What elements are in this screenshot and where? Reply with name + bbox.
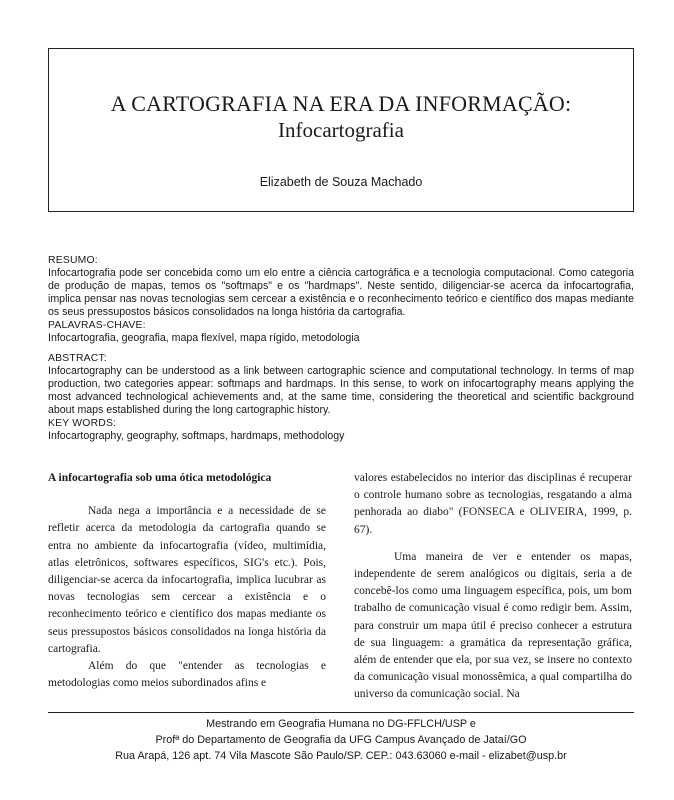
abstract-block <box>48 352 634 443</box>
keywords-label: KEY WORDS: <box>48 418 117 429</box>
resumo-label: RESUMO: <box>48 255 98 266</box>
body-paragraph: Além do que "entender as tecnologias e metodologias como meios subordinados afins e <box>48 660 326 690</box>
keywords-text: Infocartography, geography, softmaps, hardmaps, methodology <box>48 430 345 442</box>
palavras-chave-text: Infocartografia, geografia, mapa flexível, mapa rígido, metodologia <box>48 332 360 344</box>
body-column-left <box>48 470 326 692</box>
abstract-text: Infocartography can be understood as a link between cartographic science and computational technology. In terms of map production, two categories appear: softmaps and hardmaps. In this sense, to work on infocartography means applying the most advanced technological achievements and, at the same time, considering the theoretical and scientific background about maps established during the long cartographic history. <box>48 365 634 416</box>
footer-divider <box>48 712 634 713</box>
section-heading: A infocartografia sob uma ótica metodológica <box>48 472 272 484</box>
abstract-label: ABSTRACT: <box>48 353 107 364</box>
article-title: A CARTOGRAFIA NA ERA DA INFORMAÇÃO: <box>110 91 572 116</box>
body-paragraph: Nada nega a importância e a necessidade de se refletir acerca da metodologia da cartografia quando se entra no ambiente da infocartografia (vídeo, multimídia, atlas eletrônicos, softwares específicos, SIG's etc.). Pois, diligenciar-se acerca da infocartografia, implica lucubrar as novas tecnologias sem cercear a existência e o reconhecimento teórico e científico dos mapas mediante os seus pressupostos básicos consolidados na longa história da cartografia. <box>48 505 326 655</box>
footnote <box>48 716 634 764</box>
footnote-line: Rua Arapá, 126 apt. 74 Vila Mascote São Paulo/SP. CEP.: 043.63060 e-mail - elizabet@usp.br <box>115 750 567 762</box>
title-box <box>48 48 634 212</box>
resumo-text: Infocartografia pode ser concebida como um elo entre a ciência cartográfica e a tecnologia computacional. Como categoria de produção de mapas, temos os "softmaps" e os "hardmaps". Neste sentido, diligenciar-se acerca da infocartografia, implica pensar nas novas tecnologias sem cercear a existência e o reconhecimento teórico e científico dos mapas mediante os seus pressupostos básicos consolidados na longa história da cartografia. <box>48 267 634 318</box>
body-column-right <box>354 470 632 704</box>
resumo-block <box>48 254 634 345</box>
footnote-line: Mestrando em Geografia Humana no DG-FFLCH/USP e <box>206 718 476 730</box>
author-name: Elizabeth de Souza Machado <box>259 175 423 189</box>
body-paragraph: valores estabelecidos no interior das disciplinas é recuperar o controle humano sobre as tecnologias, resgatando a alma penhorada ao diabo" (FONSECA e OLIVEIRA, 1999, p. 67). <box>354 472 632 536</box>
body-paragraph: Uma maneira de ver e entender os mapas, independente de serem analógicos ou digitais, seria a de concebê-los como uma linguagem específica, pois, um bom trabalho de comunicação visual é como redigir bem. Assim, para construir um mapa útil é preciso conhecer a estrutura de sua linguagem: a gramática da representação gráfica, além de entender que ela, por sua vez, se insere no contexto da comunicação visual monossêmica, a qual compartilha do universo da comunicação social. Na <box>354 550 632 701</box>
palavras-chave-label: PALAVRAS-CHAVE: <box>48 320 146 331</box>
footnote-line: Profª do Departamento de Geografia da UFG Campus Avançado de Jataí/GO <box>155 734 527 746</box>
article-subtitle: Infocartografia <box>278 118 404 142</box>
